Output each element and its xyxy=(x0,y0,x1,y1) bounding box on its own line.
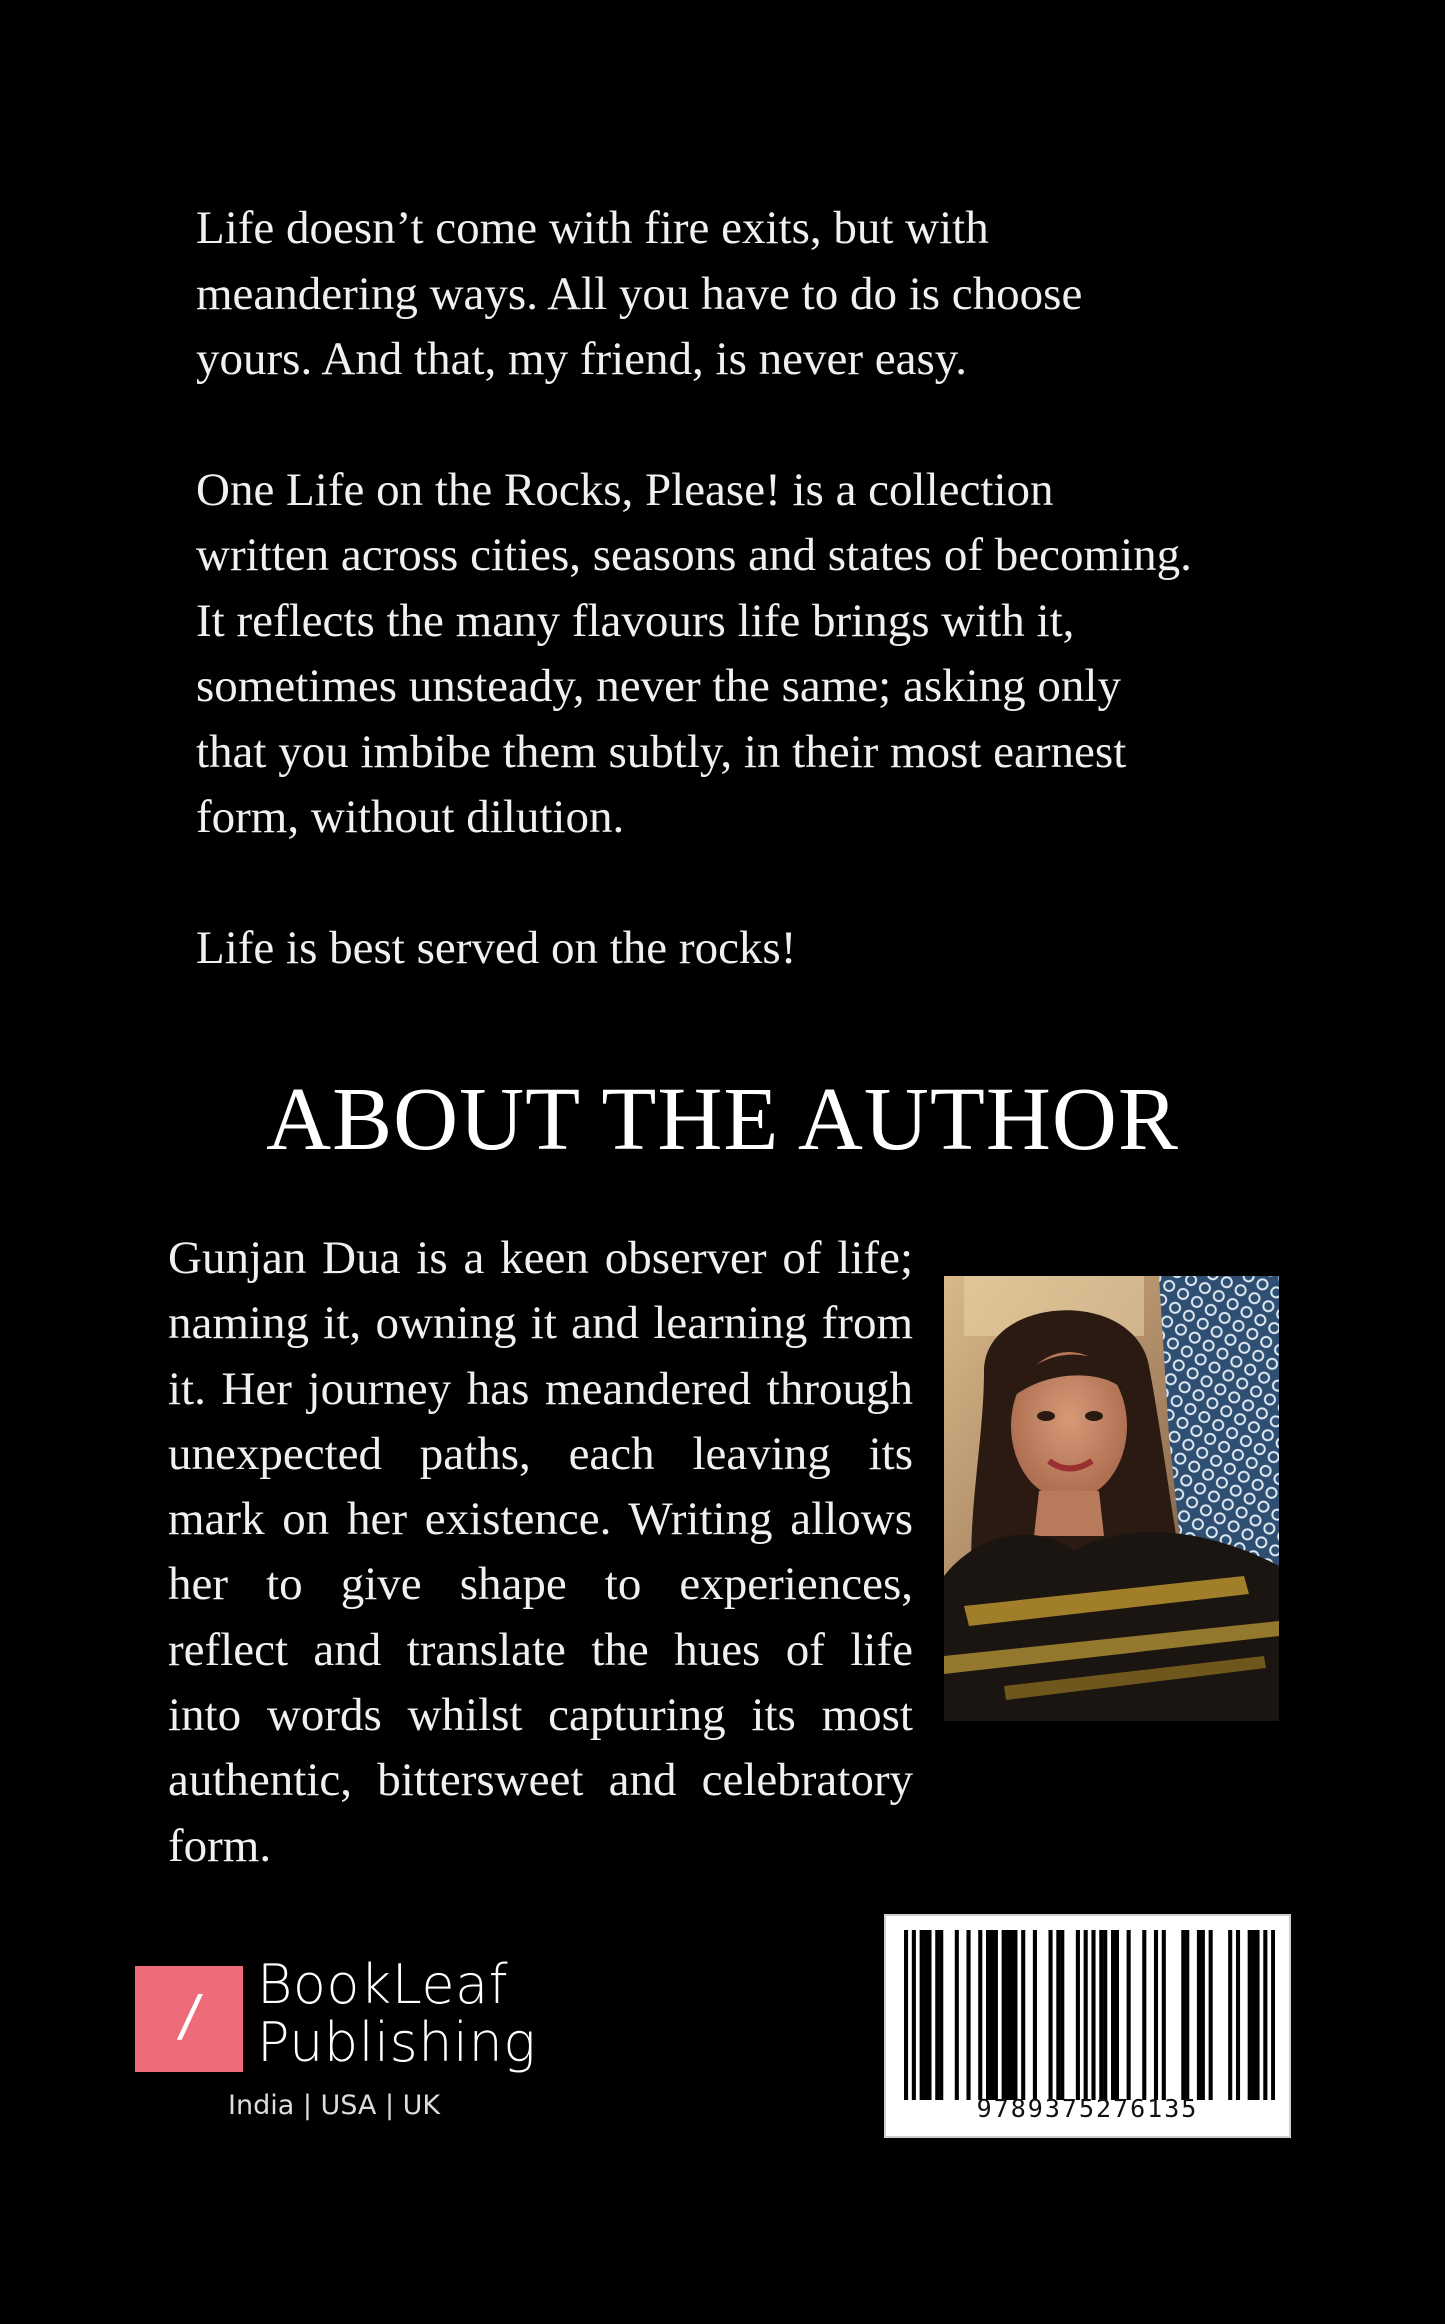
barcode-bar xyxy=(1252,1930,1256,2100)
author-bio: Gunjan Dua is a keen observer of life; naming it, owning it and learning from it. Her journey has meandered through unexpected paths, each leaving its mark on her existence. Writing allows her to give shape to experiences, reflect and translate the hues of life into words whilst capturing its most authentic, bittersweet and celebratory form. xyxy=(168,1232,913,1872)
author-photo xyxy=(944,1276,1279,1721)
barcode-bar xyxy=(1103,1930,1107,2100)
barcode-bar xyxy=(1115,1930,1119,2100)
book-blurb xyxy=(196,196,1276,1046)
barcode-bar xyxy=(1076,1930,1080,2100)
blurb-paragraph: Life is best served on the rocks! xyxy=(196,921,797,974)
blurb-paragraph: One Life on the Rocks, Please! is a collection written across cities, seasons and states of becoming. It reflects the many flavours life brings with it, sometimes unsteady, never the same; asking only that you imbibe them subtly, in their most earnest form, without dilution. xyxy=(196,463,1192,843)
barcode-bar xyxy=(927,1930,931,2100)
barcode-bar xyxy=(1056,1930,1060,2100)
isbn-barcode xyxy=(884,1914,1291,2138)
barcode-bar xyxy=(1142,1930,1146,2100)
barcode-bar xyxy=(1271,1930,1275,2100)
barcode-bar xyxy=(1021,1930,1025,2100)
barcode-bar xyxy=(1154,1930,1158,2100)
barcode-bar xyxy=(986,1930,990,2100)
publisher-mark xyxy=(135,1966,243,2072)
barcode-bar xyxy=(1099,1930,1103,2100)
publisher-name-line: Publishing xyxy=(257,2011,537,2074)
barcode-bar xyxy=(904,1930,908,2100)
about-author-heading: ABOUT THE AUTHOR xyxy=(266,1070,1179,1169)
barcode-bar xyxy=(1127,1930,1131,2100)
barcode-bar xyxy=(924,1930,928,2100)
barcode-bar xyxy=(1228,1930,1232,2100)
barcode-bar xyxy=(1009,1930,1013,2100)
barcode-bar xyxy=(1201,1930,1205,2100)
barcode-bar xyxy=(966,1930,970,2100)
barcode-bar xyxy=(912,1930,916,2100)
barcode-bar xyxy=(920,1930,924,2100)
barcode-bar xyxy=(1248,1930,1252,2100)
barcode-bar xyxy=(1084,1930,1088,2100)
publisher-countries: India | USA | UK xyxy=(228,2090,441,2121)
barcode-bar xyxy=(1111,1930,1115,2100)
barcode-bar xyxy=(1048,1930,1052,2100)
barcode-bar xyxy=(1002,1930,1006,2100)
barcode-bar xyxy=(1181,1930,1185,2100)
barcode-bar xyxy=(955,1930,959,2100)
barcode-bar xyxy=(1091,1930,1095,2100)
slash-logo-icon: / xyxy=(180,1984,198,2053)
barcode-bar xyxy=(1236,1930,1240,2100)
publisher-name-line: BookLeaf xyxy=(257,1953,509,2016)
barcode-bar xyxy=(1209,1930,1213,2100)
barcode-bar xyxy=(1263,1930,1267,2100)
isbn-number: 9789375276135 xyxy=(976,2094,1199,2123)
publisher-logo xyxy=(135,1953,555,2132)
barcode-bar xyxy=(939,1930,943,2100)
barcode-bar xyxy=(1033,1930,1037,2100)
barcode-bar xyxy=(994,1930,998,2100)
barcode-bar xyxy=(935,1930,939,2100)
barcode-bar xyxy=(978,1930,982,2100)
barcode-bars xyxy=(904,1930,1275,2100)
barcode-bar xyxy=(1185,1930,1189,2100)
barcode-bar xyxy=(1255,1930,1259,2100)
barcode-bar xyxy=(1060,1930,1064,2100)
barcode-bar xyxy=(990,1930,994,2100)
barcode-bar xyxy=(1006,1930,1010,2100)
barcode-bar xyxy=(1197,1930,1201,2100)
barcode-bar xyxy=(1013,1930,1017,2100)
barcode-bar xyxy=(1162,1930,1166,2100)
blurb-paragraph: Life doesn’t come with fire exits, but with meandering ways. All you have to do is choose yours. And that, my friend, is never easy. xyxy=(196,202,1083,385)
publisher-name xyxy=(257,1953,537,2074)
